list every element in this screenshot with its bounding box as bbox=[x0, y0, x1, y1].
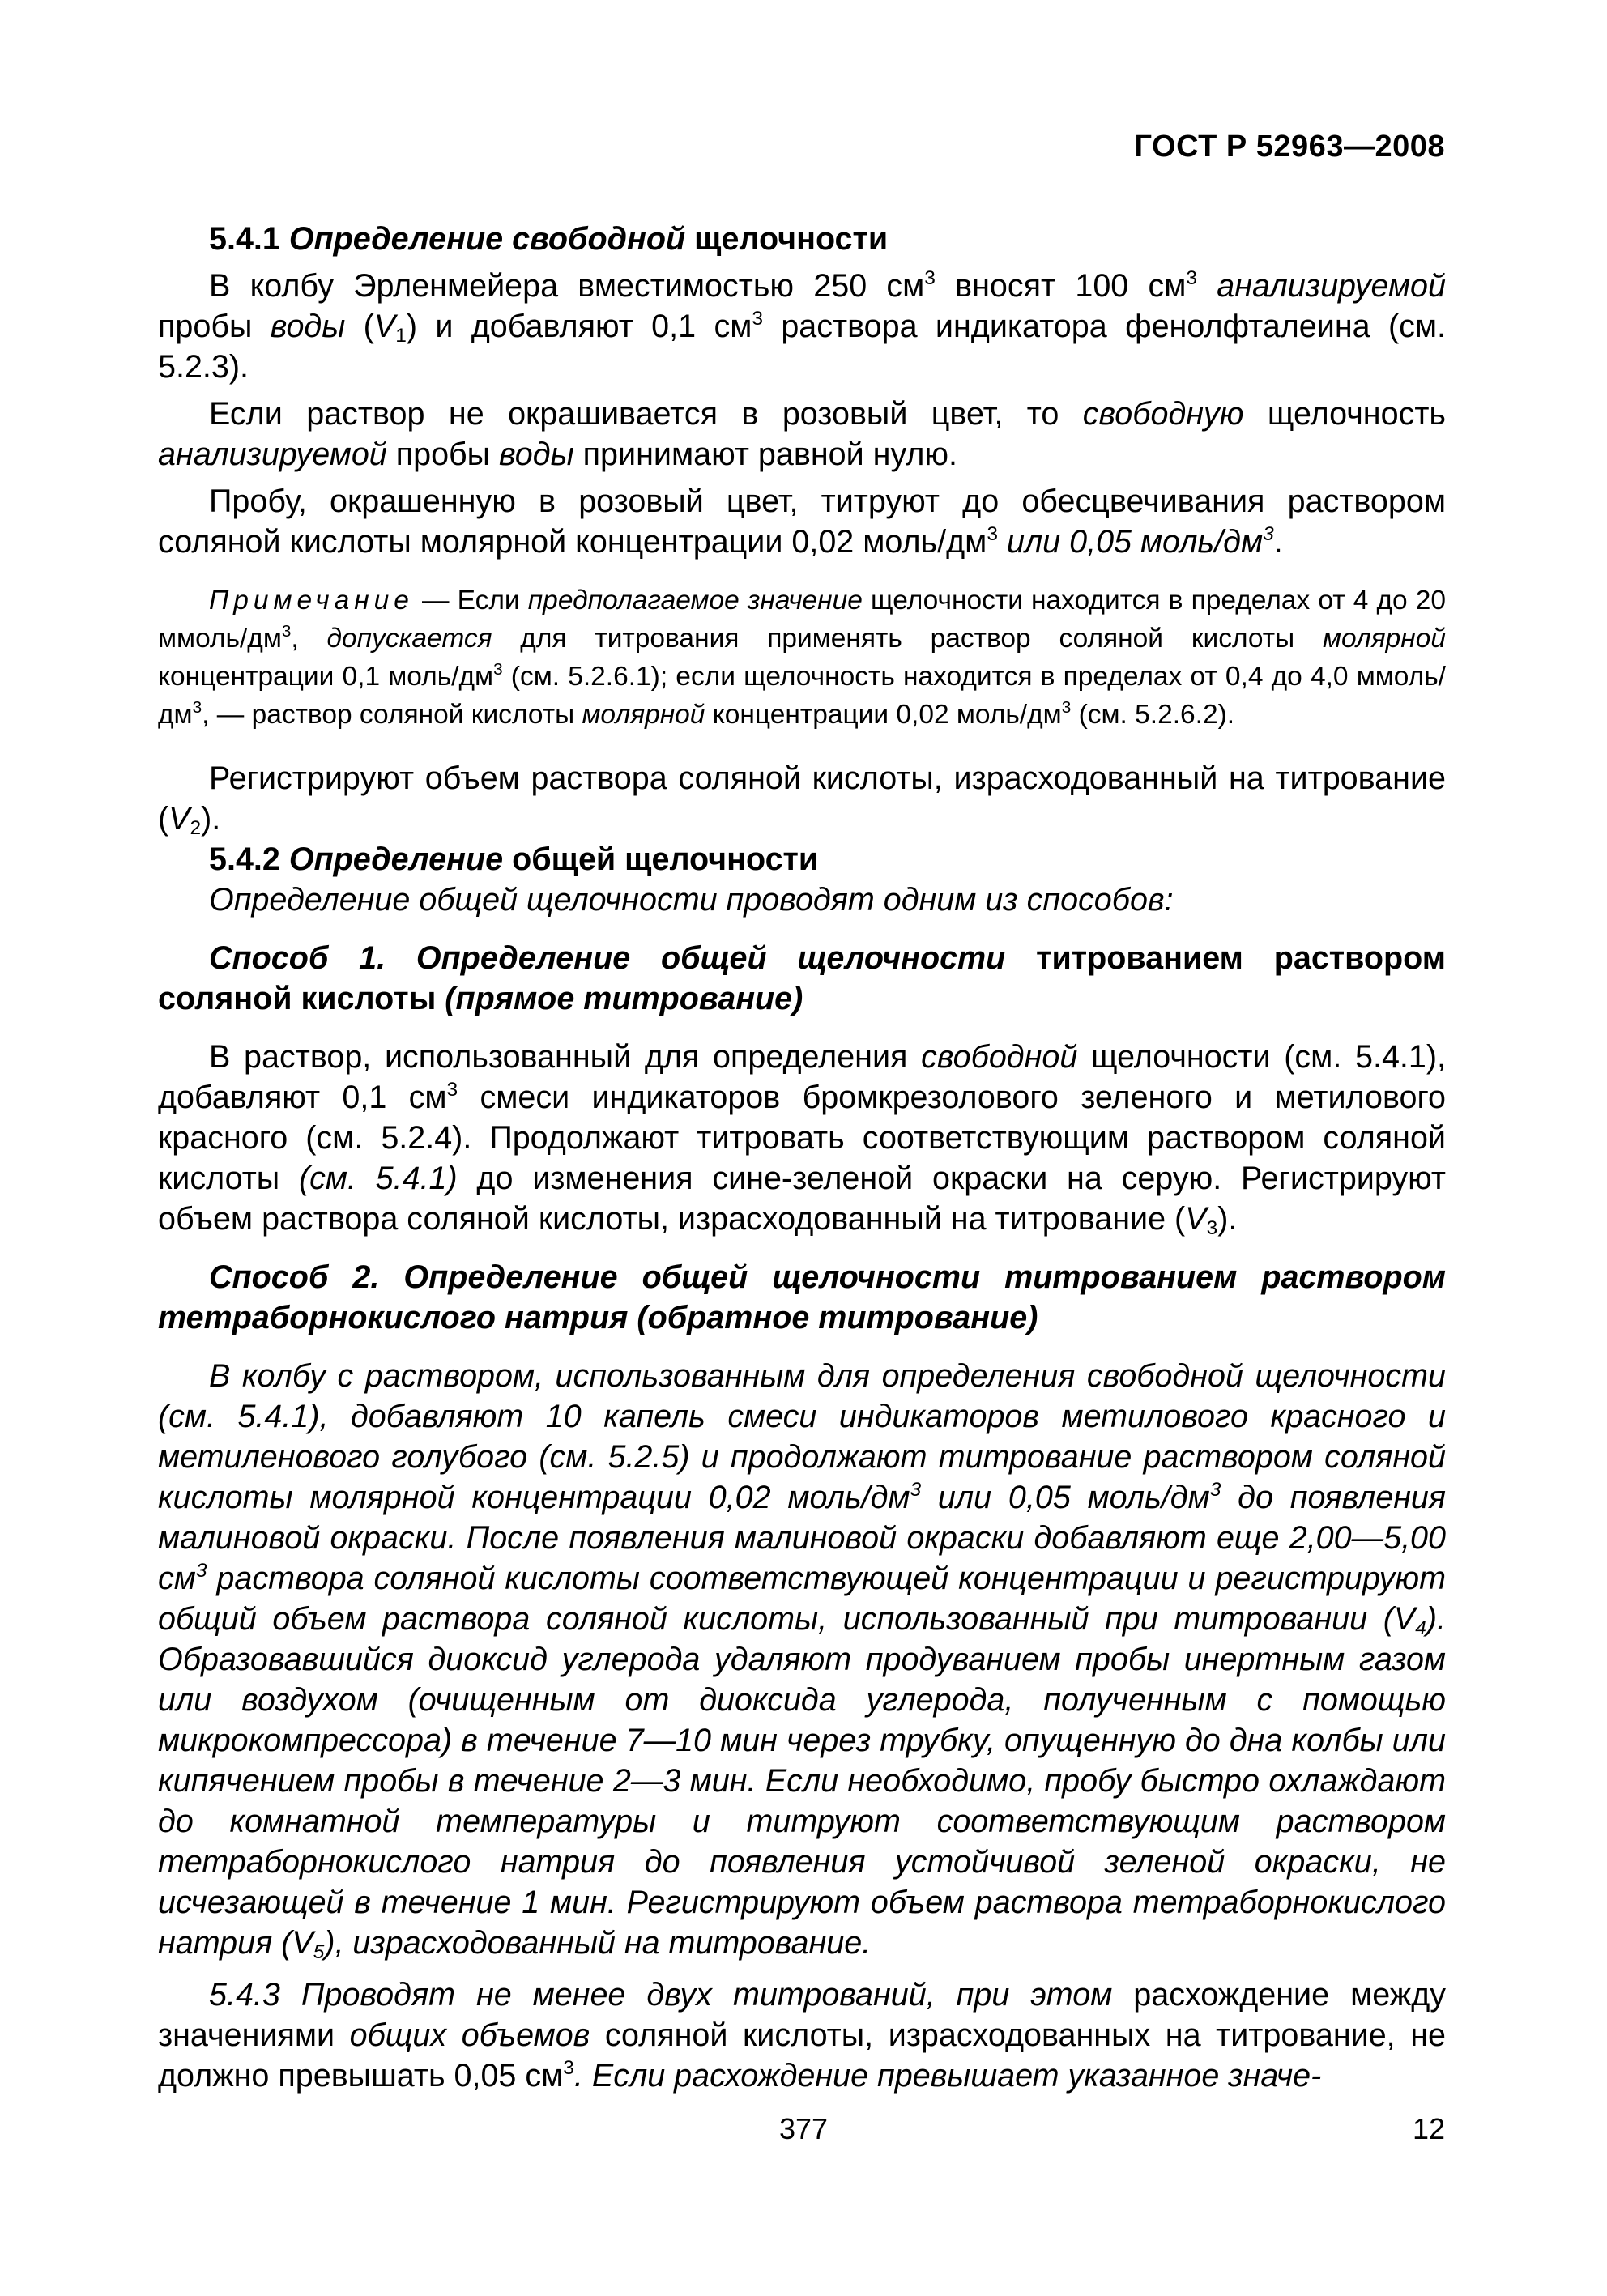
subscript: 1 bbox=[395, 325, 407, 347]
text-italic: молярной bbox=[582, 700, 705, 730]
text: щелочности (см. 5.4.1), добавляют 0,1 см bbox=[158, 1039, 1446, 1115]
section-title-italic: Определение свободной bbox=[288, 221, 686, 257]
text-italic: 5.4.3 Проводят не менее двух титрований, при этом bbox=[209, 1977, 1113, 2013]
text: концентрации 0,1 моль/дм bbox=[158, 662, 494, 692]
text: концентрации 0,02 моль/дм bbox=[705, 700, 1062, 730]
text: (см. 5.2.6.1); если щелочность находится в пределах от 0,4 до 4,0 ммоль/дм bbox=[158, 662, 1446, 730]
text: — Если bbox=[413, 586, 528, 616]
text-italic: Способ 1. Определение общей щелочности bbox=[209, 940, 1006, 976]
text-italic: предполагаемое значение bbox=[527, 586, 863, 616]
text-italic: допускается bbox=[326, 624, 492, 654]
text: ). bbox=[1217, 1201, 1238, 1237]
text: щелочности находится в пределах от 4 до 20 ммоль/дм bbox=[158, 586, 1446, 654]
text: , — раствор соляной кислоты bbox=[202, 700, 582, 730]
text: В колбу Эрленмейера вместимостью 250 см bbox=[209, 268, 925, 304]
text: принимают равной нулю. bbox=[573, 437, 957, 472]
superscript: 3 bbox=[752, 307, 763, 330]
paragraph bbox=[158, 481, 1446, 562]
text-italic: Способ 2. Определение общей щелочности титрованием раствором тетраборнокислого натрия (обратное титрование) bbox=[158, 1259, 1446, 1335]
text-italic: молярной bbox=[1323, 624, 1446, 654]
document-body bbox=[158, 219, 1446, 2096]
superscript: 3 bbox=[446, 1078, 458, 1101]
method-2-heading bbox=[158, 1257, 1446, 1338]
paragraph bbox=[158, 1037, 1446, 1239]
superscript: 3 bbox=[1209, 1478, 1221, 1501]
text-italic: анализируемой bbox=[1217, 268, 1446, 304]
text: ) и добавляют 0,1 см bbox=[406, 309, 752, 344]
subscript: 4 bbox=[1415, 1617, 1426, 1640]
text: Пробу, окрашенную в розовый цвет, титруют до обесцвечивания раствором соляной кислоты молярной концентрации 0,02 моль/дм bbox=[158, 483, 1446, 560]
text-italic: В колбу с раствором, использованным для определения свободной щелочности (см. 5.4.1), добавляют 10 капель смеси индикаторов метилового красного и метиленового голубого (см. 5.2.5) и продолжают титрование раствором соляной кислоты молярной концентрации 0,02 моль/дм bbox=[158, 1358, 1446, 1515]
subscript: 3 bbox=[1206, 1217, 1218, 1240]
text-italic: или 0,05 моль/дм bbox=[921, 1480, 1210, 1515]
text: соляной кислоты, израсходованных на титрование, не должно превышать 0,05 см bbox=[158, 2017, 1446, 2094]
superscript: 3 bbox=[1263, 522, 1274, 545]
text-italic: ), израсходованный на титрование. bbox=[324, 1925, 872, 1961]
variable: V bbox=[168, 801, 190, 837]
section-title: общей щелочности bbox=[503, 841, 819, 877]
section-542-heading bbox=[158, 839, 1446, 880]
text-italic: ). Образовавшийся диоксид углерода удаляют продуванием пробы инертным газом или воздухом (очищенным от диоксида углерода, полученным с помощью микрокомпрессора) в течение 7—10 мин через трубку, опущенную до дна колбы или кипячением пробы в течение 2—3 мин. Если необходимо, пробу быстро охлаждают до комнатной температуры и титруют соответствующим раствором тетраборнокислого натрия до появления устойчивой зеленой окраски, не исчезающей в течение 1 мин. Регистрируют объем раствора тетраборнокислого натрия (V bbox=[158, 1601, 1446, 1961]
text: В раствор, использованный для определения bbox=[209, 1039, 922, 1075]
text: Если раствор не окрашивается в розовый цвет, то bbox=[209, 396, 1083, 432]
text: до изменения сине-зеленой окраски на серую. Регистрируют объем раствора соляной кислоты, израсходованный на титрование ( bbox=[158, 1161, 1446, 1237]
method-1-heading bbox=[158, 938, 1446, 1019]
note-label: Примечание bbox=[209, 586, 414, 616]
superscript: 3 bbox=[1061, 698, 1072, 718]
superscript: 3 bbox=[563, 2056, 574, 2079]
text: (см. 5.2.6.2). bbox=[1071, 700, 1235, 730]
text: ). bbox=[201, 801, 221, 837]
paragraph bbox=[158, 1356, 1446, 1963]
superscript: 3 bbox=[281, 622, 292, 641]
text-italic: свободной bbox=[921, 1039, 1078, 1075]
variable: V bbox=[373, 309, 396, 344]
subscript: 5 bbox=[313, 1941, 325, 1964]
text-italic: до появления малиновой окраски. После появления малиновой окраски добавляют еще 2,00—5,00 см bbox=[158, 1480, 1446, 1596]
text: . bbox=[1273, 524, 1283, 560]
paragraph bbox=[158, 394, 1446, 475]
paragraph bbox=[158, 758, 1446, 839]
text-italic: общих объемов bbox=[349, 2017, 590, 2053]
paragraph bbox=[158, 266, 1446, 387]
superscript: 3 bbox=[192, 698, 202, 718]
text: вносят 100 см bbox=[935, 268, 1187, 304]
text-italic: анализируемой bbox=[158, 437, 387, 472]
text: смеси индикаторов бромкрезолового зеленого и метилового красного (см. 5.2.4). Продолжают титровать соответствующим раствором соляной кислоты bbox=[158, 1080, 1446, 1196]
text: , bbox=[291, 624, 327, 654]
variable: V bbox=[1185, 1201, 1207, 1237]
note bbox=[158, 581, 1446, 734]
text-italic: . Если расхождение превышает указанное значе- bbox=[573, 2058, 1322, 2094]
text-italic: воды bbox=[499, 437, 574, 472]
section-title-italic: Определение bbox=[288, 841, 504, 877]
document-code: ГОСТ Р 52963—2008 bbox=[1134, 130, 1445, 164]
page-number-right: 12 bbox=[1412, 2112, 1445, 2145]
text: расхождение между значениями bbox=[158, 1977, 1446, 2053]
subscript: 2 bbox=[190, 817, 202, 840]
text-italic: или 0,05 моль/дм bbox=[1006, 524, 1264, 560]
text-italic: свободную bbox=[1082, 396, 1244, 432]
text: раствора индикатора фенолфталеина (см. 5.2.3). bbox=[158, 309, 1446, 385]
text-italic: раствора соляной кислоты соответствующей концентрации и регистрируют общий объем раствора соляной кислоты, использованный при титровании (V bbox=[158, 1561, 1446, 1637]
superscript: 3 bbox=[493, 660, 503, 679]
paragraph bbox=[158, 880, 1446, 920]
superscript: 3 bbox=[987, 522, 998, 545]
text: щелочность bbox=[1243, 396, 1446, 432]
superscript: 3 bbox=[1186, 266, 1198, 289]
text-italic: (прямое титрование) bbox=[445, 981, 804, 1016]
text: ( bbox=[345, 309, 374, 344]
superscript: 3 bbox=[195, 1559, 207, 1582]
section-title: щелочности bbox=[685, 221, 889, 257]
text: пробы bbox=[158, 309, 271, 344]
text: для титрования применять раствор соляной кислоты bbox=[492, 624, 1324, 654]
section-number: 5.4.1 bbox=[209, 221, 289, 257]
text-italic: воды bbox=[270, 309, 346, 344]
section-541-heading bbox=[158, 219, 1446, 259]
text-italic: Определение общей щелочности проводят одним из способов: bbox=[209, 882, 1174, 918]
superscript: 3 bbox=[910, 1478, 922, 1501]
page-number-center: 377 bbox=[778, 2112, 829, 2145]
section-number: 5.4.2 bbox=[209, 841, 289, 877]
section-543-paragraph bbox=[158, 1974, 1446, 2096]
superscript: 3 bbox=[924, 266, 936, 289]
text-italic: (см. 5.4.1) bbox=[298, 1161, 458, 1196]
text: титрованием раствором соляной кислоты bbox=[158, 940, 1446, 1016]
text: пробы bbox=[386, 437, 500, 472]
text: Регистрируют объем раствора соляной кислоты, израсходованный на титрование ( bbox=[158, 760, 1446, 837]
